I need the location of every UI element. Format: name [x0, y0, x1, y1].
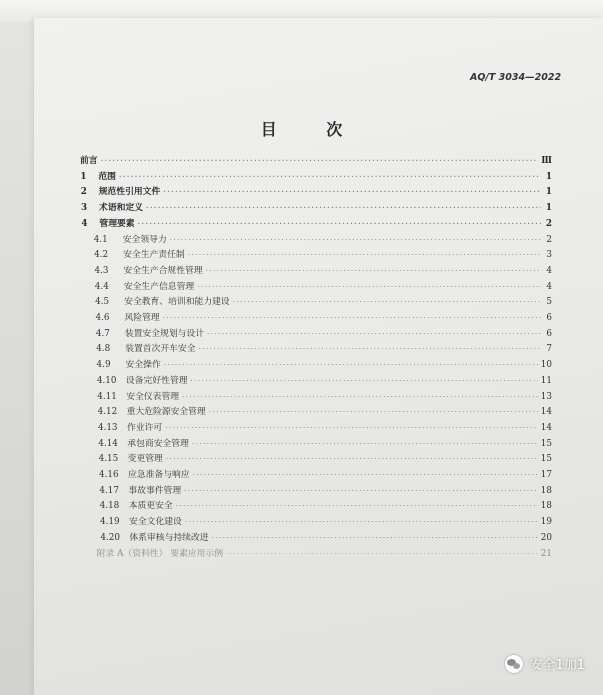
toc-number: 2: [80, 187, 87, 198]
toc-label: 术语和定义: [99, 203, 144, 214]
toc-leader-dots: [170, 236, 541, 244]
toc-page-number: 21: [540, 548, 552, 559]
toc-label: 装置首次开车安全: [125, 344, 196, 355]
toc-number: 3: [81, 203, 88, 214]
toc-number: 4.12: [97, 407, 118, 418]
toc-leader-dots: [101, 156, 539, 165]
toc-entry: [80, 153, 552, 166]
toc-label: 安全生产信息管理: [123, 281, 195, 292]
toc-leader-dots: [184, 487, 538, 495]
toc-page-number: 15: [540, 454, 552, 465]
toc-leader-dots: [146, 203, 541, 212]
toc-label: 风险管理: [124, 313, 160, 323]
toc-label: 事故事件管理: [128, 485, 182, 496]
watermark-text: 安全1加1: [529, 658, 585, 673]
toc-number: 4.11: [97, 391, 117, 402]
toc-page-number: 5: [546, 297, 552, 308]
toc-page-number: 1: [545, 171, 552, 182]
toc-page-number: 18: [540, 485, 552, 496]
toc-number: 4.9: [96, 360, 111, 371]
toc-leader-dots: [185, 518, 538, 526]
toc-number: 4.19: [100, 517, 120, 528]
toc-label: 安全领导力: [122, 234, 167, 245]
toc-number: 1: [80, 171, 87, 182]
toc-label: 安全操作: [125, 360, 161, 371]
toc-page-number: 18: [540, 501, 552, 512]
toc-label: 应急准备与响应: [128, 470, 190, 480]
toc-leader-dots: [209, 408, 538, 416]
toc-entry: [81, 200, 552, 213]
toc-page-number: 17: [540, 470, 552, 480]
toc-entry: [95, 294, 552, 307]
toc-page-number: 10: [540, 360, 552, 371]
toc-entry: [100, 530, 552, 543]
toc-page-number: 15: [540, 438, 552, 449]
toc-leader-dots: [138, 219, 541, 228]
toc-entry: [94, 247, 552, 260]
toc-page-number: 19: [540, 517, 552, 528]
toc-number: 4.10: [96, 375, 117, 386]
toc-leader-dots: [206, 267, 541, 275]
toc-entry: [100, 514, 552, 527]
toc-leader-dots: [193, 471, 538, 479]
toc-number: 4.4: [94, 281, 109, 292]
toc-label: 附录 A（资料性） 要素应用示例: [96, 548, 224, 559]
toc-label: 重大危险源安全管理: [126, 407, 206, 418]
toc-page-number: 11: [540, 375, 552, 386]
wechat-icon: [505, 655, 523, 673]
toc-page-number: 3: [546, 250, 552, 261]
toc-entry: [99, 451, 552, 464]
toc-leader-dots: [164, 361, 538, 369]
toc-number: 4.5: [95, 297, 110, 308]
toc-entry: [81, 184, 552, 197]
toc-number: 4.6: [95, 313, 110, 323]
watermark: [505, 654, 585, 673]
toc-label: 范围: [98, 171, 116, 182]
toc-leader-dots: [192, 440, 538, 448]
document-code: AQ/T 3034—2022: [470, 72, 562, 83]
toc-page-number: 1: [545, 203, 552, 214]
toc-entry: [100, 498, 552, 511]
toc-entry: [98, 436, 552, 449]
toc-leader-dots: [233, 298, 541, 306]
toc-label: 安全教育、培训和能力建设: [124, 297, 230, 308]
toc-number: 4.7: [95, 328, 110, 339]
toc-leader-dots: [166, 455, 538, 463]
toc-entry: [97, 546, 552, 559]
toc-label: 安全文化建设: [129, 517, 182, 528]
toc-label: 规范性引用文件: [98, 187, 161, 198]
toc-number: 4.2: [94, 250, 109, 261]
toc-label: 设备完好性管理: [125, 375, 188, 386]
toc-page-number: 6: [546, 313, 552, 323]
toc-label: 安全仪表管理: [126, 391, 180, 402]
toc-entry: [95, 279, 552, 292]
toc-entry: [94, 232, 552, 245]
toc-page-number: 7: [546, 344, 552, 355]
toc-label: 本质更安全: [128, 501, 173, 512]
toc-page-number: Ⅲ: [541, 156, 552, 166]
toc-number: 4.20: [100, 532, 120, 543]
toc-entry: [96, 310, 553, 323]
toc-number: 4.17: [99, 485, 119, 496]
page-title: 目 次: [260, 120, 365, 139]
toc-label: 承包商安全管理: [127, 438, 189, 449]
toc-entry: [81, 216, 552, 229]
toc-leader-dots: [163, 314, 541, 322]
toc-number: 4: [81, 218, 88, 229]
toc-page-number: 20: [540, 532, 552, 543]
toc-label: 装置安全规划与设计: [124, 328, 205, 339]
toc-number: 4.14: [98, 438, 118, 449]
toc-label: 作业许可: [126, 422, 163, 433]
toc-page-number: 2: [546, 234, 552, 245]
toc-leader-dots: [165, 424, 538, 432]
toc-entry: [80, 169, 552, 182]
toc-number: 4.16: [99, 470, 119, 480]
toc-entry: [98, 404, 552, 417]
toc-entry: [99, 483, 552, 496]
toc-number: 4.13: [97, 422, 118, 433]
toc-entry: [98, 420, 552, 433]
toc-number: 4.8: [96, 344, 111, 355]
toc-leader-dots: [212, 534, 538, 542]
toc-label: 管理要素: [99, 218, 135, 229]
toc-entry: [97, 389, 552, 402]
toc-label: 前言: [80, 156, 98, 166]
toc-leader-dots: [119, 172, 541, 181]
toc-page-number: 6: [546, 328, 552, 339]
toc-entry: [97, 357, 552, 370]
toc-leader-dots: [176, 502, 538, 510]
toc-leader-dots: [190, 377, 537, 385]
toc-entry: [94, 263, 552, 276]
toc-page-number: 14: [540, 407, 552, 418]
toc-leader-dots: [163, 187, 541, 196]
toc-label: 安全生产责任制: [123, 250, 185, 261]
toc-label: 安全生产合规性管理: [123, 265, 203, 276]
toc-page-number: 14: [540, 422, 552, 433]
toc-page-number: 13: [540, 391, 552, 402]
toc-page-number: 1: [545, 187, 552, 198]
toc-entry: [96, 341, 552, 354]
toc-label: 体系审核与持续改进: [129, 532, 209, 543]
toc-leader-dots: [207, 330, 541, 338]
toc-number: 4.1: [93, 234, 108, 245]
toc-entry: [97, 373, 552, 386]
toc-leader-dots: [182, 393, 538, 401]
toc-leader-dots: [199, 345, 541, 353]
toc-leader-dots: [188, 251, 541, 259]
toc-leader-dots: [226, 550, 538, 558]
toc-page-number: 4: [546, 281, 552, 292]
toc-entry: [99, 467, 552, 480]
toc-number: 4.18: [99, 501, 120, 512]
toc-number: 4.15: [98, 454, 119, 465]
toc-page-number: 2: [545, 218, 552, 229]
toc-leader-dots: [197, 283, 541, 291]
toc-number: 4.3: [94, 265, 109, 276]
toc-page-number: 4: [546, 265, 552, 276]
toc-entry: [96, 326, 552, 339]
toc-label: 变更管理: [127, 454, 163, 465]
